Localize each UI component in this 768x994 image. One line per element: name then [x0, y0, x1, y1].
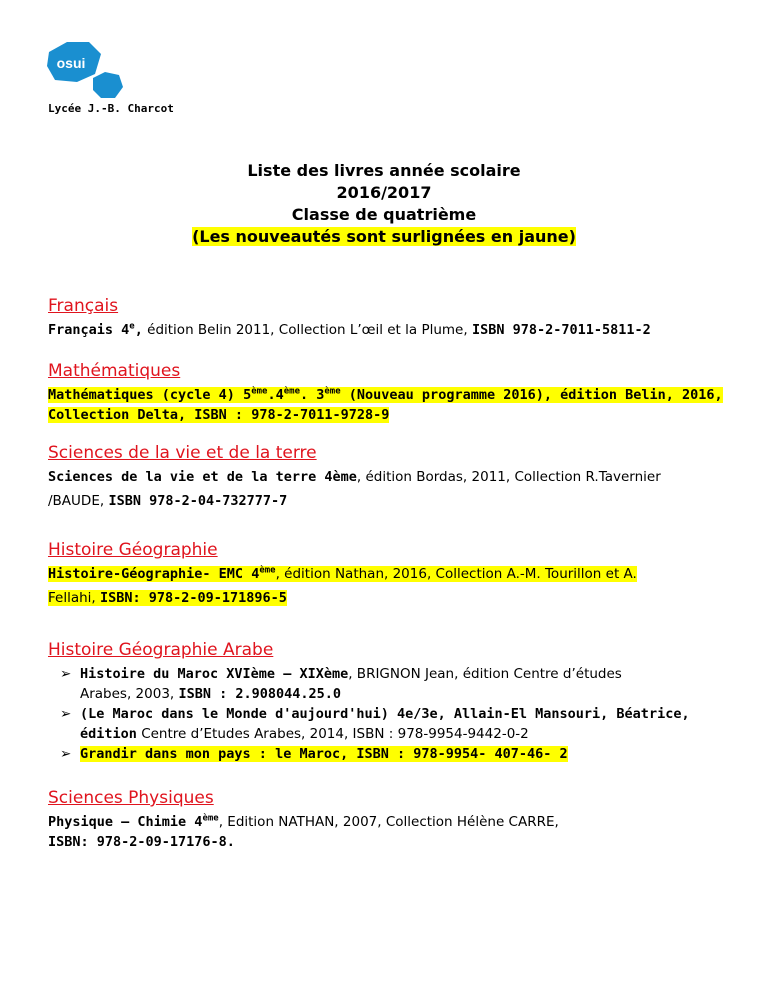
list-item: ➢ (Le Maroc dans le Monde d'aujourd'hui) 4e/3e, Allain-El Mansouri, Béatrice, édition Centre d’Etudes Arabes, 2014, ISBN : 978-9954-9442-0-2	[60, 706, 690, 742]
book-entry: Physique – Chimie 4ème, Edition NATHAN, 2007, Collection Hélène CARRE,	[48, 813, 559, 830]
title-line-1: Liste des livres année scolaire	[247, 161, 521, 180]
section-svt	[48, 443, 738, 511]
section-heading: Mathématiques	[48, 361, 181, 381]
section-heading: Français	[48, 296, 119, 316]
osui-logo	[45, 42, 127, 102]
section-heading: Histoire Géographie Arabe	[48, 640, 274, 660]
book-entry-line2: ISBN: 978-2-09-17176-8.	[48, 834, 235, 850]
book-entry: Français 4e, édition Belin 2011, Collection L’œil et la Plume, ISBN 978-2-7011-5811-2	[48, 321, 651, 338]
title-line-2: 2016/2017	[336, 183, 432, 202]
section-histgeo-arabe	[48, 640, 738, 764]
section-francais	[48, 296, 738, 340]
title-line-4: (Les nouveautés sont surlignées en jaune)	[192, 227, 576, 246]
section-maths	[48, 361, 738, 425]
book-entry-line2: Collection Delta, ISBN : 978-2-7011-9728-9	[48, 407, 390, 423]
title-line-3: Classe de quatrième	[291, 205, 477, 224]
arrow-bullet-icon: ➢	[60, 746, 72, 762]
book-entry-line2: /BAUDE, ISBN 978-2-04-732777-7	[48, 493, 288, 509]
book-entry: Mathématiques (cycle 4) 5ème.4ème. 3ème (Nouveau programme 2016), édition Belin, 2016,	[48, 386, 723, 403]
section-histgeo	[48, 540, 738, 608]
arrow-bullet-icon: ➢	[60, 666, 72, 682]
book-entry: Histoire-Géographie- EMC 4ème, édition Nathan, 2016, Collection A.-M. Tourillon et A.	[48, 565, 637, 582]
list-item: ➢ Histoire du Maroc XVIème – XIXème, BRIGNON Jean, édition Centre d’études Arabes, 2003, ISBN : 2.908044.25.0	[60, 666, 622, 702]
section-heading: Sciences Physiques	[48, 788, 214, 808]
page-title	[0, 160, 768, 248]
section-heading: Histoire Géographie	[48, 540, 218, 560]
arrow-bullet-icon: ➢	[60, 706, 72, 722]
section-heading: Sciences de la vie et de la terre	[48, 443, 317, 463]
book-entry: Sciences de la vie et de la terre 4ème, édition Bordas, 2011, Collection R.Tavernier	[48, 469, 661, 485]
school-name: Lycée J.-B. Charcot	[48, 102, 174, 115]
logo-text: osui	[56, 55, 86, 71]
list-item: ➢ Grandir dans mon pays : le Maroc, ISBN : 978-9954- 407-46- 2	[60, 746, 568, 762]
book-list	[48, 664, 738, 764]
book-entry-line2: Fellahi, ISBN: 978-2-09-171896-5	[48, 590, 287, 606]
section-physique	[48, 788, 738, 852]
